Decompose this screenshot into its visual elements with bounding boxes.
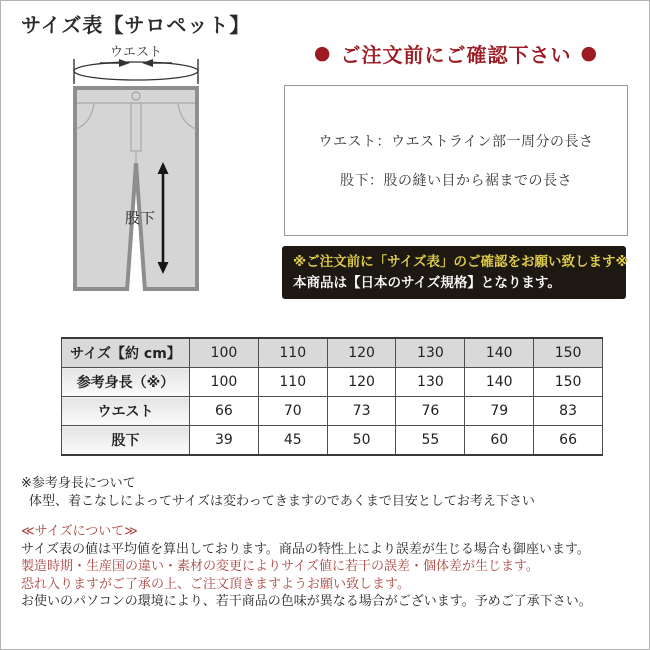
waist-cell: 76 xyxy=(396,397,465,426)
height-cell: 110 xyxy=(258,368,327,397)
order-notice-box xyxy=(282,246,629,299)
reference-height-note xyxy=(21,475,535,510)
about-size-note xyxy=(21,523,592,611)
size-cell: 100 xyxy=(190,338,259,368)
table-row-height xyxy=(62,368,603,397)
about-size-title: ≪サイズについて≫ xyxy=(21,524,138,539)
height-cell: 140 xyxy=(465,368,534,397)
reference-height-title: ※参考身長について xyxy=(21,476,136,491)
order-notice-line2: 本商品は【日本のサイズ規格】となります。 xyxy=(293,275,561,291)
reference-height-body: 体型、着こなしによってサイズは変わってきますのであくまで目安としてお考え下さい xyxy=(29,493,535,509)
waist-cell: 66 xyxy=(190,397,259,426)
height-cell: 130 xyxy=(396,368,465,397)
waist-cell: 83 xyxy=(534,397,603,426)
waist-arrowhead-left xyxy=(119,59,130,67)
about-size-line: サイズ表の値は平均値を算出しております。商品の特性上により誤差が生じる場合も御座います。 xyxy=(21,541,590,557)
red-dot-icon: ● xyxy=(580,41,599,64)
inseam-cell: 60 xyxy=(465,426,534,456)
size-table xyxy=(61,337,603,456)
waist-arrowhead-right xyxy=(142,59,153,67)
size-cell: 130 xyxy=(396,338,465,368)
table-row-size xyxy=(62,338,603,368)
order-notice-line1: ※ご注文前に「サイズ表」のご確認をお願い致します※ xyxy=(293,254,629,270)
height-cell: 120 xyxy=(327,368,396,397)
page-title: サイズ表【サロペット】 xyxy=(21,13,251,37)
waist-cell: 79 xyxy=(465,397,534,426)
waist-label: ウエスト xyxy=(109,45,163,60)
notice-heading-text: ご注文前にご確認下さい xyxy=(340,42,572,67)
size-cell: 110 xyxy=(258,338,327,368)
table-row-waist xyxy=(62,397,603,426)
about-size-line: 恐れ入りますがご了承の上、ご注文頂きますようお願い致します。 xyxy=(21,576,410,592)
inseam-cell: 50 xyxy=(327,426,396,456)
red-dot-icon: ● xyxy=(313,41,332,64)
size-cell: 120 xyxy=(327,338,396,368)
pants-measurement-diagram xyxy=(64,39,224,297)
measurement-definitions-box xyxy=(284,85,628,236)
row-label-height: 参考身長（※） xyxy=(62,368,190,397)
about-size-line: 製造時期・生産国の違い・素材の変更によりサイズ値に若干の誤差・個体差が生じます。 xyxy=(21,559,539,574)
inseam-label: 股下 xyxy=(124,209,156,227)
notice-heading xyxy=(284,39,628,67)
waist-definition: ウエスト：ウエストライン部一周分の長さ xyxy=(318,134,594,150)
waist-cell: 70 xyxy=(258,397,327,426)
height-cell: 100 xyxy=(190,368,259,397)
waist-cell: 73 xyxy=(327,397,396,426)
inseam-cell: 66 xyxy=(534,426,603,456)
row-label-size: サイズ【約 cm】 xyxy=(62,338,190,368)
table-row-inseam xyxy=(62,426,603,456)
height-cell: 150 xyxy=(534,368,603,397)
inseam-cell: 45 xyxy=(258,426,327,456)
inseam-definition: 股下：股の縫い目から裾までの長さ xyxy=(340,173,572,189)
inseam-cell: 39 xyxy=(190,426,259,456)
size-cell: 140 xyxy=(465,338,534,368)
size-cell: 150 xyxy=(534,338,603,368)
about-size-line: お使いのパソコンの環境により、若干商品の色味が異なる場合がございます。予めご了承下さい。 xyxy=(21,594,592,609)
waist-ellipse xyxy=(74,62,198,80)
row-label-waist: ウエスト xyxy=(62,397,190,426)
row-label-inseam: 股下 xyxy=(62,426,190,456)
inseam-cell: 55 xyxy=(396,426,465,456)
